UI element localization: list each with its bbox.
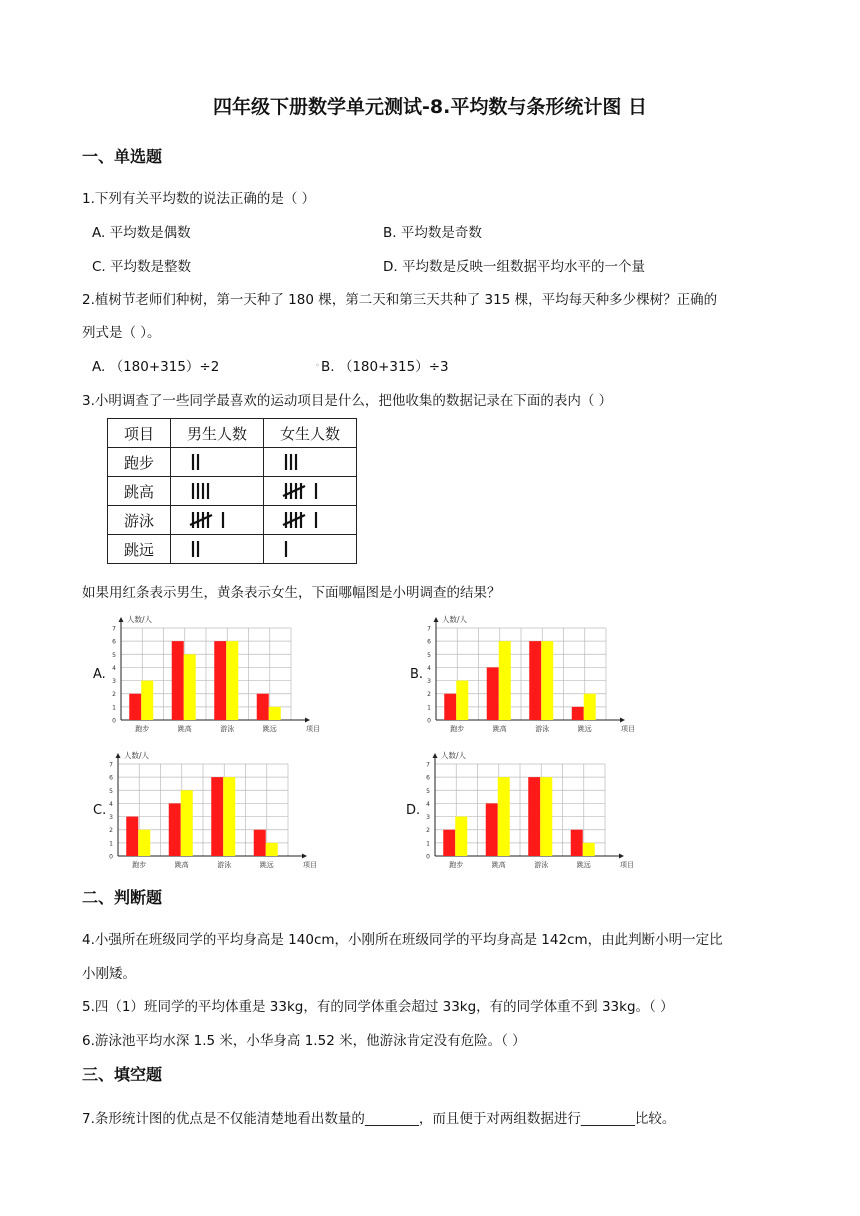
question-7-text: 7.条形统计图的优点是不仅能清楚地看出数量的________，而且便于对两组数据进行________比较。 <box>82 1111 676 1127</box>
x-axis-arrow <box>619 854 624 859</box>
x-axis-arrow <box>620 718 625 723</box>
bar-boys <box>529 641 541 720</box>
x-tick-label: 游泳 <box>217 861 232 869</box>
y-tick-label: 7 <box>112 625 116 633</box>
y-tick-label: 4 <box>427 664 431 672</box>
bar-boys <box>254 830 266 856</box>
y-tick-label: 6 <box>112 638 116 646</box>
y-tick-label: 7 <box>426 761 430 769</box>
bar-chart-option-d <box>417 748 637 874</box>
bar-boys <box>126 817 138 856</box>
y-tick-label: 5 <box>426 787 430 795</box>
x-tick-label: 游泳 <box>535 725 550 733</box>
x-axis-arrow <box>302 854 307 859</box>
chart-option-b-label: B. <box>410 667 424 682</box>
bar-boys <box>257 694 269 720</box>
y-tick-label: 3 <box>112 678 116 686</box>
x-axis-label: 项目 <box>620 861 634 869</box>
question-2-line-1: 2.植树节老师们种树，第一天种了 180 棵，第二天和第三天共种了 315 棵，平均每天种多少棵树？正确的 <box>82 292 718 308</box>
bar-girls <box>583 843 595 856</box>
x-tick-label: 跳高 <box>174 861 189 869</box>
question-2-line-2: 列式是（ ）。 <box>82 325 161 341</box>
x-tick-label: 跳远 <box>259 861 274 869</box>
y-tick-label: 0 <box>109 853 113 861</box>
section-heading-fill-in: 三、填空题 <box>82 1065 163 1084</box>
bar-boys <box>172 641 184 720</box>
q2-option-b: B. （180+315）÷3 <box>321 359 449 375</box>
y-axis-arrow <box>116 753 121 758</box>
q2-option-a: A. （180+315）÷2 <box>92 359 220 375</box>
y-tick-label: 6 <box>426 774 430 782</box>
y-tick-label: 3 <box>427 678 431 686</box>
tally-mark <box>187 538 247 560</box>
y-axis-arrow <box>119 617 124 622</box>
bar-girls <box>223 777 235 856</box>
y-axis-label: 人数/人 <box>127 615 153 624</box>
x-tick-label: 跳远 <box>262 725 277 733</box>
question-1-text: 1.下列有关平均数的说法正确的是（ ） <box>82 191 316 207</box>
y-tick-label: 7 <box>109 761 113 769</box>
question-3-text: 3.小明调查了一些同学最喜欢的运动项目是什么，把他收集的数据记录在下面的表内（ ） <box>82 393 613 409</box>
bar-girls <box>269 707 281 720</box>
y-tick-label: 5 <box>112 651 116 659</box>
bar-girls <box>499 641 511 720</box>
table-header-boys: 男生人数 <box>171 419 264 448</box>
bullet-dot: ◦ <box>315 361 320 370</box>
page-title: 四年级下册数学单元测试-8.平均数与条形统计图 日 <box>213 96 647 118</box>
y-tick-label: 0 <box>112 717 116 725</box>
table-row-item: 跳远 <box>108 535 171 564</box>
y-axis-label: 人数/人 <box>441 751 467 760</box>
bar-boys <box>169 803 181 856</box>
bar-chart-option-b <box>418 612 638 738</box>
tally-boys <box>171 535 264 564</box>
chart-option-d-label: D. <box>406 803 421 818</box>
chart-option-c-label: C. <box>93 803 107 818</box>
bar-boys <box>129 694 141 720</box>
bar-girls <box>184 654 196 720</box>
y-tick-label: 0 <box>426 853 430 861</box>
y-tick-label: 0 <box>427 717 431 725</box>
chart-option-a-label: A. <box>93 667 106 682</box>
bar-girls <box>541 641 553 720</box>
x-tick-label: 跑步 <box>135 725 150 733</box>
tally-mark <box>280 451 340 473</box>
x-tick-label: 跑步 <box>449 861 464 869</box>
tally-mark <box>280 538 340 560</box>
tally-girls <box>264 506 357 535</box>
tally-mark <box>187 509 247 531</box>
y-tick-label: 2 <box>109 827 113 835</box>
question-4-line-2: 小刚矮。 <box>82 966 136 982</box>
y-tick-label: 3 <box>426 814 430 822</box>
question-5-text: 5.四（1）班同学的平均体重是 33kg，有的同学体重会超过 33kg，有的同学体重不到 33kg。（ ） <box>82 999 674 1015</box>
x-tick-label: 跳高 <box>491 861 506 869</box>
question-4-line-1: 4.小强所在班级同学的平均身高是 140cm，小刚所在班级同学的平均身高是 142cm，由此判断小明一定比 <box>82 932 723 948</box>
y-tick-label: 4 <box>426 800 430 808</box>
y-tick-label: 2 <box>426 827 430 835</box>
bar-chart-option-c <box>100 748 320 874</box>
x-tick-label: 游泳 <box>220 725 235 733</box>
question-3-prompt: 如果用红条表示男生，黄条表示女生，下面哪幅图是小明调查的结果？ <box>82 585 501 601</box>
y-tick-label: 4 <box>112 664 116 672</box>
y-tick-label: 1 <box>109 840 113 848</box>
tally-boys <box>171 506 264 535</box>
bar-girls <box>141 681 153 720</box>
x-axis-label: 项目 <box>306 725 320 733</box>
bar-boys <box>571 830 583 856</box>
y-axis-label: 人数/人 <box>442 615 468 624</box>
table-header-girls: 女生人数 <box>264 419 357 448</box>
q1-option-b: B. 平均数是奇数 <box>383 225 482 241</box>
x-tick-label: 跑步 <box>132 861 147 869</box>
bar-girls <box>498 777 510 856</box>
bar-girls <box>540 777 552 856</box>
section-heading-true-false: 二、判断题 <box>82 888 163 907</box>
y-tick-label: 1 <box>112 704 116 712</box>
bar-girls <box>584 694 596 720</box>
bar-boys <box>486 803 498 856</box>
tally-boys <box>171 448 264 477</box>
bar-boys <box>444 694 456 720</box>
y-tick-label: 2 <box>112 691 116 699</box>
tally-mark <box>187 480 247 502</box>
y-tick-label: 7 <box>427 625 431 633</box>
y-tick-label: 6 <box>109 774 113 782</box>
y-tick-label: 5 <box>109 787 113 795</box>
bar-girls <box>226 641 238 720</box>
x-tick-label: 跑步 <box>450 725 465 733</box>
bar-boys <box>528 777 540 856</box>
bar-boys <box>487 667 499 720</box>
bar-boys <box>443 830 455 856</box>
tally-girls <box>264 448 357 477</box>
q1-option-a: A. 平均数是偶数 <box>92 225 191 241</box>
x-tick-label: 跳高 <box>492 725 507 733</box>
bar-boys <box>572 707 584 720</box>
tally-girls <box>264 535 357 564</box>
bar-girls <box>138 830 150 856</box>
x-axis-label: 项目 <box>621 725 635 733</box>
y-axis-arrow <box>433 753 438 758</box>
q1-option-c: C. 平均数是整数 <box>92 259 192 275</box>
x-tick-label: 游泳 <box>534 861 549 869</box>
tally-boys <box>171 477 264 506</box>
table-header-item: 项目 <box>108 419 171 448</box>
table-row-item: 跑步 <box>108 448 171 477</box>
bar-boys <box>214 641 226 720</box>
y-tick-label: 3 <box>109 814 113 822</box>
x-axis-label: 项目 <box>303 861 317 869</box>
question-6-text: 6.游泳池平均水深 1.5 米，小华身高 1.52 米，他游泳肯定没有危险。（ ） <box>82 1033 526 1049</box>
x-tick-label: 跳远 <box>577 725 592 733</box>
y-tick-label: 6 <box>427 638 431 646</box>
section-heading-single-choice: 一、单选题 <box>82 147 163 166</box>
x-axis-arrow <box>305 718 310 723</box>
y-tick-label: 5 <box>427 651 431 659</box>
bar-chart-option-a <box>103 612 323 738</box>
x-tick-label: 跳远 <box>576 861 591 869</box>
bar-girls <box>266 843 278 856</box>
table-row-item: 跳高 <box>108 477 171 506</box>
bar-girls <box>456 681 468 720</box>
y-tick-label: 1 <box>427 704 431 712</box>
bar-boys <box>211 777 223 856</box>
tally-mark <box>187 451 247 473</box>
tally-mark <box>280 480 340 502</box>
y-axis-arrow <box>434 617 439 622</box>
q1-option-d: D. 平均数是反映一组数据平均水平的一个量 <box>383 259 645 275</box>
bar-girls <box>455 817 467 856</box>
tally-girls <box>264 477 357 506</box>
tally-table <box>107 418 357 564</box>
x-tick-label: 跳高 <box>177 725 192 733</box>
y-axis-label: 人数/人 <box>124 751 150 760</box>
bar-girls <box>181 790 193 856</box>
y-tick-label: 2 <box>427 691 431 699</box>
y-tick-label: 1 <box>426 840 430 848</box>
table-row-item: 游泳 <box>108 506 171 535</box>
tally-mark <box>280 509 340 531</box>
y-tick-label: 4 <box>109 800 113 808</box>
